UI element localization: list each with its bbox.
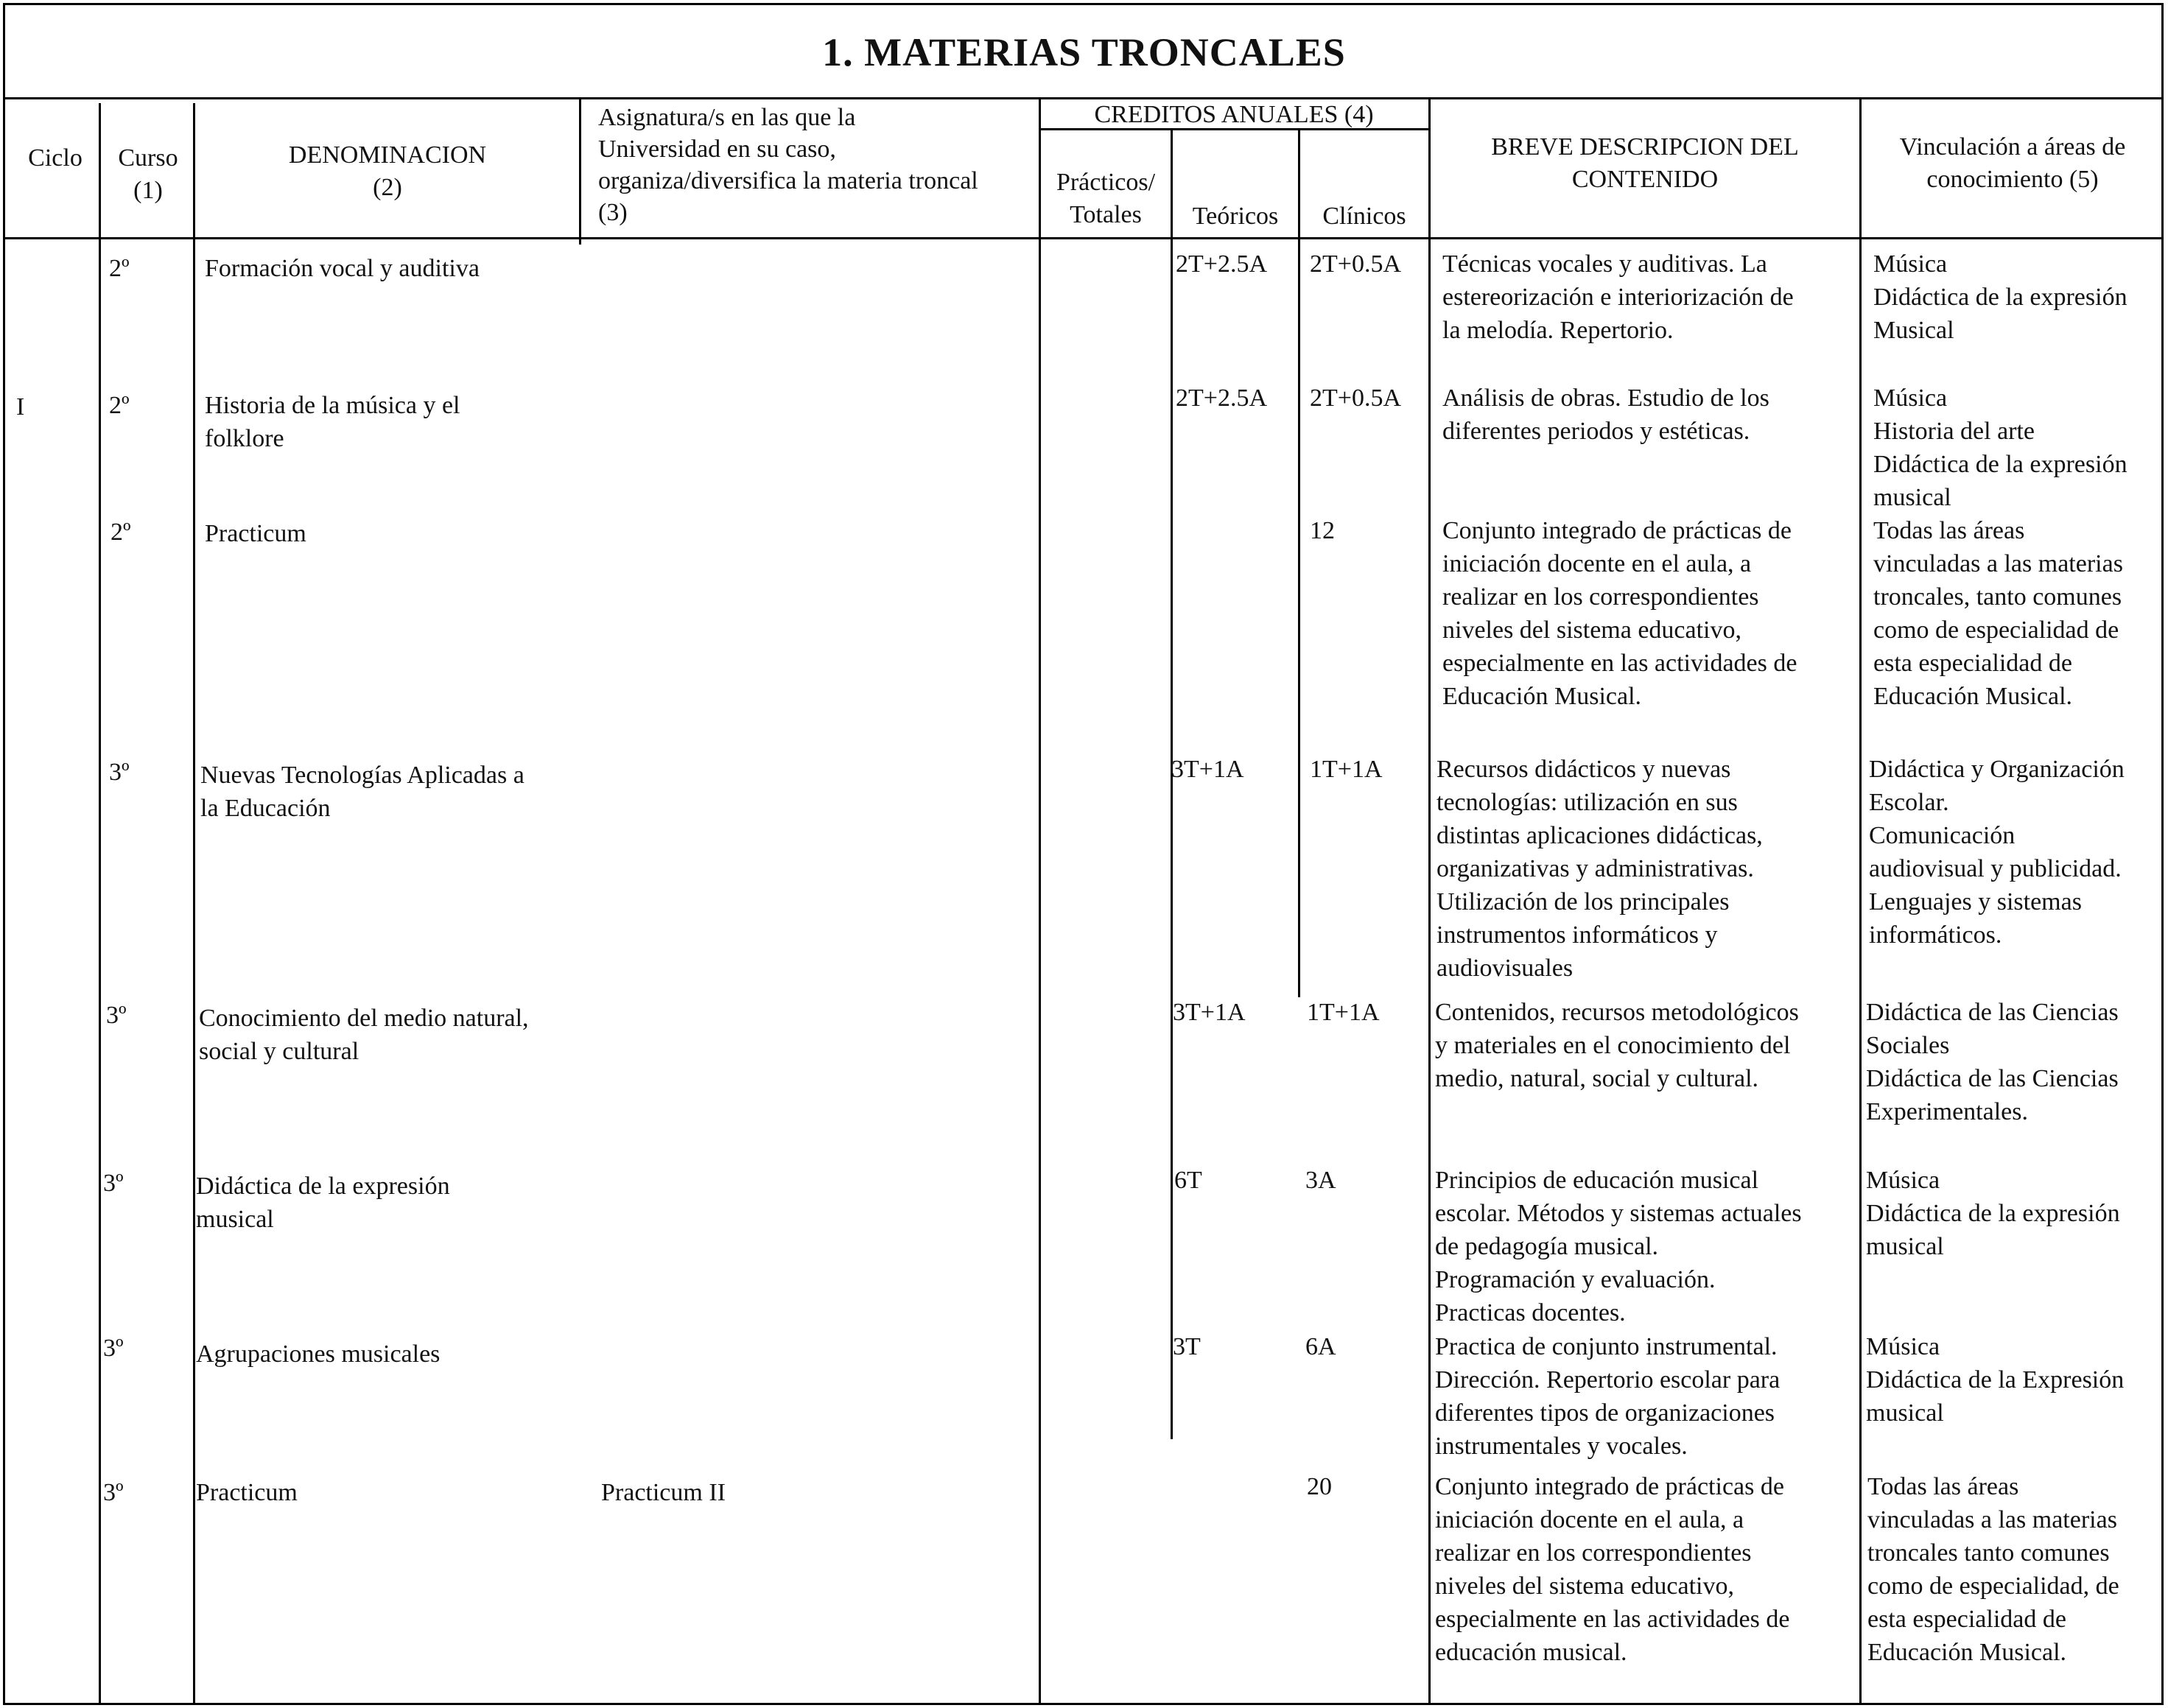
row-7-denominacion: Agrupaciones musicales — [196, 1340, 441, 1368]
row-2-denominacion: Historia de la música y el folklore — [205, 392, 460, 452]
row-1-descripcion: Técnicas vocales y auditivas. La estereorización e interiorización de la melodía. Repertorio. — [1442, 250, 1794, 344]
header-descripcion: BREVE DESCRIPCION DEL CONTENIDO — [1491, 133, 1799, 193]
row-5-clinicos: 1T+1A — [1307, 999, 1380, 1026]
row-3-descripcion: Conjunto integrado de prácticas de iniciación docente en el aula, a realizar en los correspondientes niveles del sistema educativo, especialmente en las actividades de Educación Musical. — [1442, 517, 1797, 710]
row-5-denominacion: Conocimiento del medio natural, social y cultural — [199, 1005, 529, 1065]
row-8-vinculacion: Todas las áreas vinculadas a las materias troncales tanto comunes como de especialidad, de esta especialidad de Educación Musical. — [1867, 1473, 2119, 1666]
row-7-curso: 3º — [103, 1335, 124, 1362]
ciclo-value: I — [16, 393, 25, 421]
header-creditos-anuales: CREDITOS ANUALES (4) — [1094, 101, 1374, 128]
row-7-descripcion: Practica de conjunto instrumental. Dirección. Repertorio escolar para diferentes tipos de organizaciones instrumentales y vocales. — [1435, 1333, 1781, 1460]
row-8-curso: 3º — [103, 1479, 124, 1506]
row-8-asignatura: Practicum II — [601, 1479, 726, 1506]
col-divider-ciclo — [99, 103, 101, 1705]
row-2-vinculacion: Música Historia del arte Didáctica de la expresión musical — [1873, 384, 2127, 511]
header-teoricos: Teóricos — [1192, 203, 1279, 230]
row-3-curso: 2º — [110, 519, 131, 546]
row-4-teoricos: 3T+1A — [1171, 756, 1244, 783]
row-4-descripcion: Recursos didácticos y nuevas tecnologías: utilización en sus distintas aplicaciones didácticas, organizativas y administrativas. Utilización de los principales instrumentos informáticos y audiovisuales — [1436, 756, 1763, 982]
col-divider-curso — [193, 103, 195, 1705]
header-ciclo: Ciclo — [28, 144, 83, 172]
row-4-curso: 3º — [109, 759, 130, 786]
row-7-vinculacion: Música Didáctica de la Expresión musical — [1866, 1333, 2125, 1427]
row-1-curso: 2º — [109, 255, 130, 282]
row-7-teoricos: 3T — [1173, 1333, 1201, 1360]
col-divider-clinicos — [1428, 97, 1431, 1705]
row-5-curso: 3º — [106, 1002, 127, 1029]
row-6-vinculacion: Música Didáctica de la expresión musical — [1866, 1167, 2120, 1260]
col-divider-denominacion — [579, 97, 581, 245]
row-6-teoricos: 6T — [1174, 1167, 1202, 1194]
col-divider-descripcion — [1859, 97, 1862, 1705]
row-3-denominacion: Practicum — [205, 520, 306, 547]
col-divider-asignatura — [1039, 97, 1041, 1705]
row-6-clinicos: 3A — [1305, 1167, 1336, 1194]
row-6-descripcion: Principios de educación musical escolar. Métodos y sistemas actuales de pedagogía musical. Programación y evaluación. Practicas docentes. — [1435, 1167, 1802, 1326]
row-1-teoricos: 2T+2.5A — [1176, 250, 1267, 278]
row-6-denominacion: Didáctica de la expresión musical — [196, 1173, 450, 1233]
row-2-clinicos: 2T+0.5A — [1310, 384, 1401, 412]
row-4-vinculacion: Didáctica y Organización Escolar. Comunicación audiovisual y publicidad. Lenguajes y sistemas informáticos. — [1869, 756, 2125, 949]
row-6-curso: 3º — [103, 1170, 124, 1197]
header-vinculacion: Vinculación a áreas de conocimiento (5) — [1899, 133, 2126, 193]
row-2-descripcion: Análisis de obras. Estudio de los diferentes periodos y estéticas. — [1442, 384, 1769, 445]
row-8-clinicos: 20 — [1307, 1473, 1332, 1500]
header-bottom-rule — [3, 237, 2164, 239]
header-denominacion: DENOMINACION (2) — [288, 141, 487, 201]
page-title: 1. MATERIAS TRONCALES — [822, 30, 1346, 74]
row-2-curso: 2º — [109, 392, 130, 419]
row-8-denominacion: Practicum — [196, 1479, 298, 1506]
row-5-descripcion: Contenidos, recursos metodológicos y materiales en el conocimiento del medio, natural, social y cultural. — [1435, 999, 1799, 1092]
col-divider-teoricos — [1298, 128, 1300, 997]
row-3-clinicos: 12 — [1310, 517, 1335, 544]
row-4-denominacion: Nuevas Tecnologías Aplicadas a la Educación — [200, 762, 525, 822]
header-asignatura: Asignatura/s en las que la Universidad en su caso, organiza/diversifica la materia troncal (3) — [598, 104, 978, 226]
row-4-clinicos: 1T+1A — [1310, 756, 1383, 783]
row-8-descripcion: Conjunto integrado de prácticas de iniciación docente en el aula, a realizar en los correspondientes niveles del sistema educativo, especialmente en las actividades de educación musical. — [1435, 1473, 1790, 1666]
row-1-clinicos: 2T+0.5A — [1310, 250, 1401, 278]
row-1-denominacion: Formación vocal y auditiva — [205, 255, 480, 282]
header-practicos: Prácticos/ Totales — [1056, 169, 1156, 228]
row-3-vinculacion: Todas las áreas vinculadas a las materias troncales, tanto comunes como de especialidad de esta especialidad de Educación Musical. — [1873, 517, 2123, 710]
header-clinicos: Clínicos — [1322, 203, 1406, 230]
row-1-vinculacion: Música Didáctica de la expresión Musical — [1873, 250, 2127, 344]
header-curso: Curso (1) — [118, 144, 178, 204]
row-2-teoricos: 2T+2.5A — [1176, 384, 1267, 412]
row-5-teoricos: 3T+1A — [1173, 999, 1246, 1026]
row-7-clinicos: 6A — [1305, 1333, 1336, 1360]
row-5-vinculacion: Didáctica de las Ciencias Sociales Didáctica de las Ciencias Experimentales. — [1866, 999, 2119, 1125]
